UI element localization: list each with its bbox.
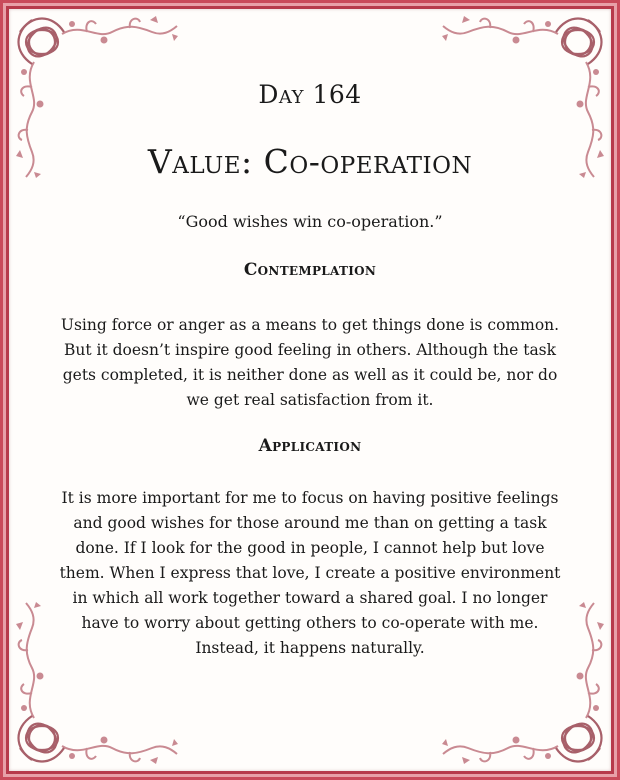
day-title: Day 164 (258, 80, 362, 109)
application-line: and good wishes for those around me than on getting a task (73, 514, 547, 532)
contemplation-paragraph (54, 313, 566, 413)
contemplation-line: gets completed, it is neither done as well as it could be, nor do (62, 366, 558, 384)
contemplation-line: we get real satisfaction from it. (186, 391, 434, 409)
contemplation-line: But it doesn’t inspire good feeling in others. Although the task (63, 341, 557, 359)
quote: “Good wishes win co-operation.” (177, 212, 443, 231)
application-line: in which all work together toward a shared goal. I no longer (72, 589, 548, 607)
application-heading: Application (258, 436, 362, 456)
application-line: It is more important for me to focus on having positive feelings (61, 489, 559, 507)
application-line: done. If I look for the good in people, I cannot help but love (75, 539, 545, 557)
value-title: Value: Co-operation (147, 142, 473, 181)
application-line: Instead, it happens naturally. (195, 639, 425, 657)
contemplation-heading: Contemplation (243, 260, 377, 280)
application-line: have to worry about getting others to co-operate with me. (81, 614, 539, 632)
application-paragraph (54, 486, 566, 661)
contemplation-line: Using force or anger as a means to get things done is common. (60, 316, 560, 334)
application-line: them. When I express that love, I create a positive environment (59, 564, 561, 582)
